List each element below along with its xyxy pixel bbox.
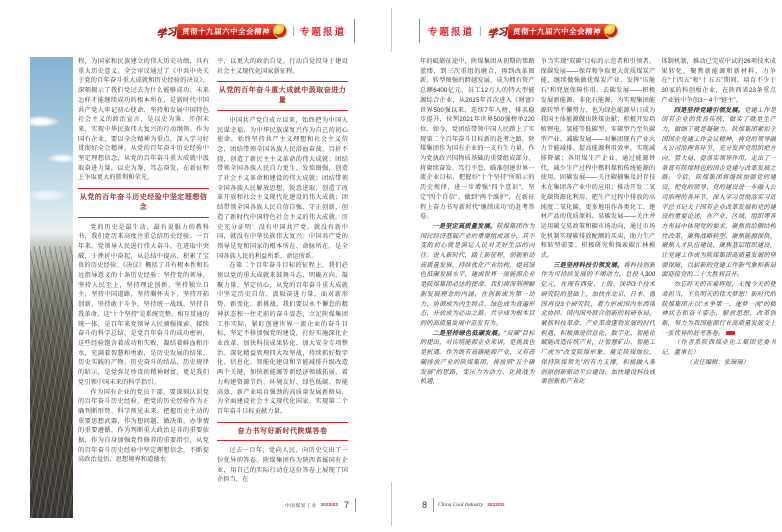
party-emblem-icon: ☭ [273,24,287,38]
header-rule [354,19,355,43]
text-column [78,57,209,489]
section-label: 专题报道 [299,27,346,38]
author-credit: （作者系陕西煤业化工集团党委书记、董事长） [661,339,777,357]
paragraph: 一是坚定高质量发展。陕煤集团作为国民经济基础产业的重要组成部分，其不变的初心就是满足人民对美好生活的向往。进入新时代，踏上新征程，创新驱动高质量发展，持续优化产业结构，提高绿色低碳发展水平，建成世界一流能源企业是陕煤集团必达的使命。我们将深刻理解新发展理念的内涵，在创新成为第一动力、协调成为内生特点、绿色成为普遍形态、开放成为必由之路、共享成为根本目的的高质量发展中奋发有为。 [420,222,535,327]
section-label: 专题报道 [428,27,475,38]
text-column [217,57,348,489]
paragraph: 争当实现“双碳”目标的示范者和引领者。保碳发展——保存和争取更大优质煤炭产能，继续做强做优煤炭产业，发挥“压舱石”和兜底保障作用。去碳发展——积极发展新能源、非化石能源，为实现集团能源转型不懈努力，也为绿色能源早日成为我国主体能源做出陕煤贡献；积极开发培植锂电、氢能等低碳型、零碳型乃至负碳型产业。减碳发展——对集团现有产业大力节能减排、提高能源利用效率，实现减排降碳；各用煤生产企业，通过能源替代，减少生产过程中燃料煤和传统能源的使用。固碳发展——关注碳捕集及封存技术在集团各产业中的应用；推动开发二氧化碳资源化利用，把生产过程中排放的高纯度二氧化碳，更多地用作各类化工、建材产品的优质原料。易碳发展——关注并运用碳交易政策和碳市场动向，通过市场化机制实现碳排放配额的买卖，助力生产和转型需要；积极研究和探索碳汇林模式。 [540,58,656,260]
study-banner [156,24,287,39]
page-number: 8 [422,500,428,510]
banner-ribbon: 贯彻十九届六中全会精神 [507,24,609,39]
paragraph-lead: 二是坚持绿色低碳发展。 [432,329,505,337]
header-divider: | [479,25,482,37]
editor-credit: （责任编辑：张瑞瑞） [686,358,750,366]
paragraph: 在第二个百年奋斗目标的征程上，我们必须以党的重大成就来鼓舞斗志、明确方向、凝聚力量、坚定信心，从党的百年奋斗重大成就中坚定历史自信、汲取奋进力量，面对新形势、新变化、新挑战，我们要以永不懈怠的精神状态和一往无前的奋斗姿态，立足陕煤集团工作实际，紧盯创建世界一流企业的奋斗目标，坚定不移加强党的建设，打好实施深化企业改革、加快科技成果转化、加大安全专项整治、深化精益管理四大攻坚战，持续抓好数字化、信息化、智能化建设和节能减排升级改造两个关键，加快新能源等新经济领域拓展，着力构建资源节约、环境友好、绿色低碳、智能高效、新产业培育强劲的高质量发展新格局，为全面建设社会主义现代化国家、实现第二个百年奋斗目标贡献力量。 [217,262,348,415]
left-page-footer [78,498,356,512]
page-gutter-line [391,482,392,526]
party-emblem-icon: ☭ [604,24,618,38]
section-heading: 从党的百年奋斗历史经验中坚定理想信念 [78,188,209,217]
paragraph: 党的历史是最生动、最有说服力的教科书，我们党历来高度注重总结历史经验。一百年来，党领导人民进行伟大奋斗，在进取中突破，于挫折中奋起，从总结中提高，积累了宝贵的历史经验。《决议》概括了具有根本性和长远指导意义的十条历史经验：坚持党的领导，坚持人民至上，坚持理论创新，坚持独立自主，坚持中国道路，坚持胸怀天下，坚持开拓创新，坚持敢于斗争，坚持统一战线，坚持自我革命。这“十个坚持”是系统完整、相互贯通的统一体，是百年来党领导人民顽强探索、接续奋斗的科学总结，是党百年奋斗的成功密码，这些经验饱含着成功和失败，凝结着鲜血和汗水，充满着智慧和勇敢，是历史发展的结果、历史实践的产物、历史奋斗的结晶、历史规律的昭示，是党弥足珍贵的精神财富，更是我们党引领中国未来的科学指引。 [78,223,209,386]
header-divider: | [292,25,295,37]
paragraph: 年的砥砺征途中，陕煤集团从初期的筚路蓝缕，到三次重组的磨合，再到改革图新、转型图强的跨越发展，成为拥有资产总额6400亿元、员工12万人的特大型能源综合企业，从2015年首次进入《财富》世界500强以来，连续7年入榜，排名稳步提升，位列2021年世界500强榜单220位。如今，党团结带领中国人民踏上了实现第二个百年奋斗目标新的赶考之路，陕煤集团作为国有企业的一支有生力量，作为党执政兴国物质基础的重要组成部分，将赓续奋发、笃行不怠，瞄准创建世界一流企业目标，把握好“十个坚持”所昭示的历史规律，进一步增强“四个意识”、坚定“四个自信”、做到“两个维护”，在新征程上奋力书写新时代“继续成功”的赶考答卷。 [420,58,535,221]
header-rule [419,19,420,43]
page-gutter-line [391,8,392,52]
study-banner [487,24,618,39]
footer-rule [355,498,356,512]
paragraph-lead: 三是坚持科技引领发展。 [553,261,624,269]
paragraph: 过去一百年，党向人民、向历史交出了一份优异的答卷。陕煤集团作为陕西省属国有企业，用自己的实际行动在这份答卷上展现了国企担当，在 [217,447,348,484]
paragraph: 二是坚持绿色低碳发展。“双碳”目标的提出，对传统能源企业来讲，是挑战也是机遇。作为既有高碳能源产业、又有高碳排放产业的陕煤集团，将按照“五个碳发展”的思路，变压力为动力、化挑战为机遇， [420,329,535,386]
paragraph: 作为国有企业的党员干部，要深刻认识党的百年奋斗历史经验，把党的历史经验作为正确判断形势、科学预见未来、把握历史主动的重要思想武器，作为想问题、做决策、办事情的重要遵循，作为判断重大政治是非的重要依据，作为自身加强党性修养的重要指引，从党的百年奋斗历史经验中坚定理想信念，不断提高政治觉悟、思想境界和道德水 [78,388,209,464]
footer-issue: 2022/02 [320,502,338,508]
footer-journal-name: China Coal Industry [438,502,484,508]
section-heading: 从党的百年奋斗重大成就中汲取奋进力量 [217,81,348,110]
study-script-text: 学习 [155,26,178,40]
paragraph-lead: 一是坚定高质量发展。 [432,222,497,230]
paragraph: 程，为国家和民族建立的伟大历史功绩，具有重大历史意义。全会审议通过了《中共中央关于党的百年奋斗重大成就和历史经验的决议》，深刻揭示了我们党过去为什么能够成功、未来怎样才能继续成功的根本所在，是新时代中国共产党人牢记初心使命、坚持和发展中国特色社会主义的政治宣言，是以史为鉴、开创未来、实现中华民族伟大复兴的行动纲领。作为国有企业，要以全会精神为重点，深入学习好贯彻好全会精神，从党的百年奋斗历史经验中坚定理想信念，从党的百年奋斗重大成就中汲取奋进力量，以史为鉴，笃志奋发，在新征程上争取更大的胜利和荣光。 [78,58,209,182]
page-number: 7 [343,500,349,510]
paragraph: 体制机制，推动已完成中试的26项技术成果转化，聚焦新能源和新材料，力争在“十四五”和“十五五”期间，培育不少于30家的科创板企业，在陕西省23条重点产业链中争创3～4个“链主”。 [661,58,777,104]
railway-photo [30,57,73,518]
footer-issue: 2022/02 [487,502,505,508]
paragraph: 勿忘昨天的苦难辉煌，无愧今天的使命担当，不负明天的伟大梦想！新时代的陕煤集团正以“永争第一、逐梦一流”的精神状态和奋斗姿态，解放思想、改革创新，努力为我国能源行业高质量发展交上一张优异的赶考答卷。 [661,281,777,337]
text-column [541,57,656,489]
paragraph: 中国共产党自成立以来，始终把为中国人民谋幸福、为中华民族谋复兴作为自己的初心使命，始终坚持共产主义理想和社会主义信念，团结带领全国各族人民浴血奋战、百折不挠，创造了新民主主义革命的伟大成就；团结带领全国各族人民自力更生、发愤图强，创造了社会主义革命和建设的伟大成就；团结带领全国各族人民解放思想、锐意进取，创造了改革开放和社会主义现代化建设的伟大成就；团结带领全国各族人民自信自强、守正创新，创造了新时代中国特色社会主义的伟大成就。历史充分证明：没有中国共产党，就没有新中国，就没有中华民族伟大复兴；中国共产党的领导是党和国家的根本所在、命脉所在，是全国各族人民的利益所系、命运所系。 [217,116,348,260]
paragraph: 平，以更大的政治自觉、行动自觉投身于建设社会主义现代化国家新征程。 [217,58,348,75]
study-script-text: 学习 [486,26,508,40]
footer-rule [433,498,434,512]
section-heading: 奋力书写好新时代陕煤答卷 [217,422,348,442]
text-column [420,57,535,489]
right-page [391,0,782,532]
right-page-text-area [420,57,776,489]
left-page-header [156,20,355,42]
article-end-icon [726,331,735,335]
paragraph: 四是坚持党建引领发展。党建工作是国有企业的优良传统，做实了就是生产力，做细了就是凝聚力。陕煤集团紧扣全国国企党建工作会议精神，将党的领导融入公司治理各环节，充分发挥党组织把方向、管大局、促落实领导作用，走出了一条富有陕煤特色的国企党建与改革发展之路。今后，陕煤集团将继续加强党的建设，把党的领导、党的建设进一步融入公司治理的各环节，深入学习贯彻落实习近平总书记关于国有企业改革发展和党的建设的重要论述，在产业、区域、组织等各方布局中体现党的要求，聚焦供给侧结构性改革、聚焦战略转型、聚焦能源保供、聚焦人才队伍建设、聚焦基层组织建设，让党建工作成为陕煤集团高质量发展的坚强保障，以崭新的党建工作新气象和新局面迎接党的二十大胜利召开。 [661,106,777,279]
paragraph: 三是坚持科技引领发展。将科技创新作为可持续发展的不竭动力，总投入300亿元，在现有西安、上海、深圳3个技术研究院的基础上，加快在北京、日本、德国再设3个研究院，着力形成国内东西南北协同、国内国外联合创新的科研布局，紧抓科技革命、产业革命蓬勃发展的时代机遇，积极推进信息化、数字化、智能化赋能改造传统产业，让智慧矿山、智能工厂成为“改变陕煤形象、奠定陕煤地位、保持陕煤领先”的有力支撑，积极融入秦创原创新驱动平台建设，加快建设科技成果创新和产业化 [540,261,656,386]
banner-ribbon: 贯彻十九届六中全会精神 [177,24,279,39]
right-page-footer [420,498,505,512]
paragraph-lead: 四是坚持党建引领发展。 [673,106,745,114]
text-column [661,57,776,489]
footer-journal-name: 中国煤炭工业 [284,503,317,509]
right-page-header [419,20,618,42]
left-page-text-area [78,57,348,489]
